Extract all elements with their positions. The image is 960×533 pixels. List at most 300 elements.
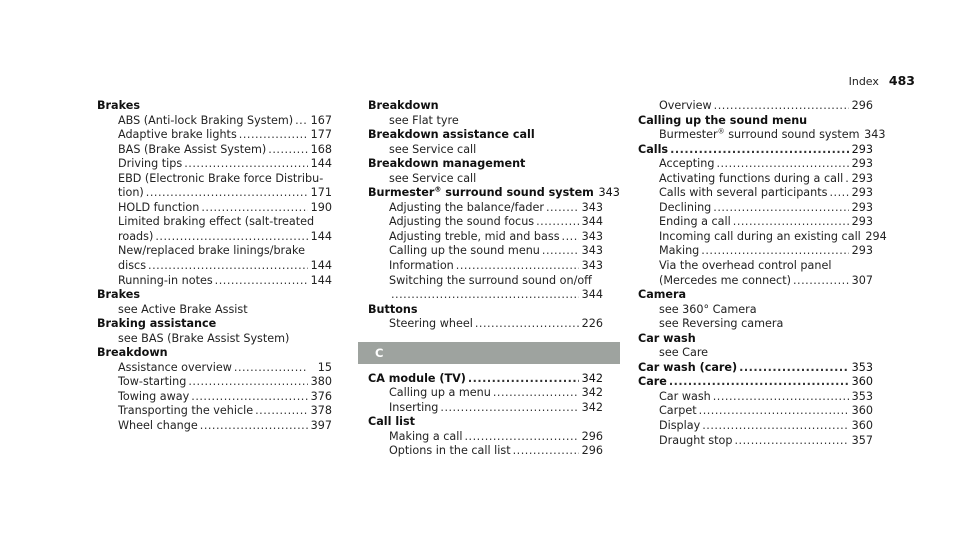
- entry-text: [118, 128, 237, 143]
- entry-text: [118, 186, 144, 201]
- page-reference[interactable]: 167: [310, 113, 332, 127]
- entry-label: Breakdown: [368, 99, 439, 112]
- dot-leader: [733, 215, 849, 230]
- page-reference[interactable]: 307: [851, 273, 873, 287]
- index-subentry: [638, 157, 873, 172]
- dot-leader: [701, 244, 849, 259]
- page-reference[interactable]: 343: [581, 200, 603, 214]
- index-subentry: [368, 259, 603, 274]
- index-subentry: [97, 332, 332, 347]
- index-column-3: [638, 99, 887, 448]
- index-heading: [97, 346, 332, 361]
- entry-label: Draught stop: [659, 433, 733, 447]
- index-subentry: [638, 259, 873, 274]
- dot-leader: [191, 390, 308, 405]
- dot-leader: [739, 361, 849, 376]
- entry-text: [389, 259, 454, 274]
- entry-text: [389, 143, 476, 156]
- entry-label-rest: surround sound system: [441, 186, 594, 200]
- index-subentry: [638, 172, 873, 187]
- page-reference[interactable]: 343: [581, 259, 603, 273]
- entry-label: Overview: [659, 99, 712, 112]
- entry-text: [118, 404, 253, 419]
- entry-text: [659, 215, 731, 230]
- entry-text: [638, 361, 737, 376]
- entry-text: [638, 288, 686, 301]
- entry-label: Switching the surround sound on/off: [389, 273, 592, 287]
- dot-leader: [714, 99, 849, 114]
- entry-label: Buttons: [368, 302, 418, 316]
- index-subentry: [368, 430, 603, 445]
- entry-text: [368, 415, 415, 428]
- page-reference[interactable]: 343: [581, 229, 603, 243]
- entry-label: Adjusting the balance/fader: [389, 200, 544, 214]
- entry-label: Adaptive brake lights: [118, 128, 237, 142]
- index-heading: [97, 99, 332, 114]
- entry-text: [368, 99, 439, 112]
- registered-mark: ®: [434, 185, 442, 194]
- entry-label: Ending a call: [659, 215, 731, 229]
- entry-text: [389, 401, 438, 416]
- entry-text: [638, 114, 807, 127]
- index-subentry: [368, 143, 603, 158]
- registered-mark: ®: [717, 127, 725, 136]
- entry-label-rest: surround sound system: [724, 128, 860, 142]
- index-subentry: [97, 114, 332, 129]
- entry-text: [659, 244, 699, 259]
- page-reference[interactable]: 360: [851, 419, 873, 433]
- entry-label: Limited braking effect (salt-treated: [118, 215, 315, 229]
- index-subentry: [368, 317, 603, 332]
- index-subentry: [368, 201, 603, 216]
- entry-text: [659, 317, 783, 330]
- page-reference[interactable]: 190: [310, 200, 332, 214]
- entry-text: [389, 274, 592, 287]
- index-heading: [368, 185, 620, 201]
- entry-label: Activating functions during a call: [659, 171, 844, 185]
- entry-label: Adjusting the sound focus: [389, 215, 535, 229]
- dot-leader: [475, 317, 579, 332]
- entry-label: Options in the call list: [389, 444, 511, 458]
- index-subentry: [97, 419, 332, 434]
- index-subentry: [97, 172, 332, 187]
- index-subentry: [368, 172, 603, 187]
- index-subentry: [638, 229, 887, 245]
- page-reference[interactable]: 293: [851, 215, 873, 229]
- page-reference[interactable]: 378: [310, 404, 332, 418]
- entry-text: [389, 230, 560, 245]
- page-reference[interactable]: 293: [851, 157, 873, 171]
- entry-label: Calls: [638, 142, 669, 156]
- entry-text: [97, 346, 168, 359]
- index-heading: [368, 303, 603, 318]
- index-heading: [368, 372, 603, 387]
- index-subentry: [97, 375, 332, 390]
- entry-text: [659, 201, 711, 216]
- entry-text: [389, 317, 473, 332]
- dot-leader: [440, 401, 579, 416]
- page-reference[interactable]: 294: [865, 229, 887, 243]
- entry-label: BAS (Brake Assist System): [118, 142, 267, 156]
- entry-text: [659, 274, 791, 289]
- index-subentry: [97, 128, 332, 143]
- index-subentry: [368, 386, 603, 401]
- dot-leader: [713, 201, 849, 216]
- entry-text: [659, 390, 711, 405]
- index-subentry: [638, 201, 873, 216]
- entry-label: Information: [389, 259, 454, 273]
- index-subentry: [368, 114, 603, 129]
- entry-label: Transporting the vehicle: [118, 404, 254, 418]
- entry-label: Declining: [659, 200, 712, 214]
- entry-label: Making a call: [389, 429, 463, 443]
- entry-label: see Service call: [389, 142, 477, 156]
- index-subentry: [638, 346, 873, 361]
- entry-text: [118, 157, 182, 172]
- dot-leader: [513, 444, 579, 459]
- entry-text: [97, 317, 216, 330]
- index-subentry: [368, 401, 603, 416]
- entry-label: Braking assistance: [97, 317, 217, 331]
- entry-text: [659, 99, 712, 114]
- page-reference[interactable]: 360: [851, 375, 873, 389]
- index-letter-heading: C: [358, 342, 620, 364]
- dot-leader: [468, 372, 579, 387]
- entry-text: [389, 386, 491, 401]
- page-reference[interactable]: 168: [310, 142, 332, 156]
- dot-leader: [793, 274, 849, 289]
- entry-text: [638, 332, 696, 345]
- entry-label: Making: [659, 244, 700, 258]
- entry-label: Incoming call during an existing call: [659, 229, 861, 243]
- entry-label: ABS (Anti-lock Braking System): [118, 113, 294, 127]
- entry-text: [389, 444, 511, 459]
- index-subentry: [638, 274, 873, 289]
- entry-label: see Flat tyre: [389, 113, 459, 127]
- entry-text: [659, 303, 757, 316]
- index-heading: [97, 288, 332, 303]
- dot-leader: [188, 375, 308, 390]
- dot-leader: [268, 143, 308, 158]
- page-reference[interactable]: 144: [310, 259, 332, 273]
- index-subentry: [97, 186, 332, 201]
- index-subentry: [97, 361, 332, 376]
- entry-label: New/replaced brake linings/brake: [118, 244, 305, 258]
- entry-label: Accepting: [659, 157, 715, 171]
- index-subentry: [97, 274, 332, 289]
- page-reference[interactable]: 293: [851, 171, 873, 185]
- index-subentry: [638, 186, 873, 201]
- entry-text: [118, 201, 199, 216]
- entry-text: [118, 259, 146, 274]
- entry-text: [118, 114, 293, 129]
- index-subentry: [97, 230, 332, 245]
- entry-text: [118, 375, 186, 390]
- index-heading: [638, 361, 873, 376]
- entry-label: Inserting: [389, 400, 439, 414]
- index-subentry: [638, 404, 873, 419]
- entry-label: Breakdown: [97, 346, 168, 360]
- page-reference[interactable]: 353: [851, 360, 873, 374]
- entry-label: Breakdown assistance call: [368, 128, 535, 142]
- page-reference[interactable]: 15: [317, 360, 332, 374]
- entry-text: [389, 172, 476, 185]
- entry-label: Burmester: [368, 186, 435, 200]
- entry-text: [118, 215, 314, 228]
- entry-text: [659, 186, 827, 201]
- entry-label: Tow-starting: [118, 375, 187, 389]
- index-heading: [638, 332, 873, 347]
- entry-label: Camera: [638, 288, 687, 302]
- dot-leader: [234, 361, 308, 376]
- page-reference[interactable]: 342: [581, 400, 603, 414]
- entry-label: Calling up the sound menu: [638, 113, 808, 127]
- page-reference[interactable]: 343: [864, 128, 886, 142]
- dot-leader: [239, 128, 308, 143]
- entry-label: Wheel change: [118, 419, 198, 433]
- page-reference[interactable]: 144: [310, 229, 332, 243]
- entry-label: HOLD function: [118, 200, 200, 214]
- page-reference[interactable]: 357: [851, 433, 873, 447]
- entry-label: Care: [638, 375, 667, 389]
- entry-label: Driving tips: [118, 157, 183, 171]
- page-reference[interactable]: 296: [581, 429, 603, 443]
- entry-text: [389, 114, 459, 127]
- page-number: 483: [888, 73, 915, 88]
- index-subentry: [368, 215, 603, 230]
- page-reference[interactable]: 342: [581, 371, 603, 385]
- page-reference[interactable]: 296: [581, 444, 603, 458]
- page-reference[interactable]: 342: [581, 386, 603, 400]
- dot-leader: [493, 386, 579, 401]
- page-reference[interactable]: 293: [851, 186, 873, 200]
- entry-text: [659, 128, 860, 143]
- index-subentry: [638, 215, 873, 230]
- dot-leader: [542, 244, 579, 259]
- dot-leader: [829, 186, 849, 201]
- index-heading: [638, 288, 873, 303]
- page-reference[interactable]: 380: [310, 375, 332, 389]
- entry-text: [389, 215, 534, 230]
- entry-text: [118, 419, 198, 434]
- index-subentry: [638, 99, 873, 114]
- entry-text: [659, 434, 732, 449]
- index-column-2: [368, 99, 620, 459]
- entry-label: Calling up a menu: [389, 386, 491, 400]
- page-reference[interactable]: 293: [851, 200, 873, 214]
- index-heading: [368, 128, 603, 143]
- dot-leader: [546, 201, 579, 216]
- entry-label: tion): [118, 186, 144, 200]
- dot-leader: [713, 390, 849, 405]
- entry-label: see BAS (Brake Assist System): [118, 331, 290, 345]
- entry-text: [638, 375, 667, 390]
- dot-leader: [200, 419, 308, 434]
- index-subentry: [97, 404, 332, 419]
- entry-text: [118, 390, 189, 405]
- index-subentry: [368, 444, 603, 459]
- entry-label: Calls with several participants: [659, 186, 828, 200]
- index-subentry: [97, 244, 332, 259]
- page-reference[interactable]: 344: [581, 288, 603, 302]
- index-heading: [368, 415, 603, 430]
- index-heading: [638, 143, 873, 158]
- entry-text: [368, 303, 418, 316]
- entry-label: see Active Brake Assist: [118, 302, 248, 316]
- index-heading: [368, 157, 603, 172]
- dot-leader: [255, 404, 308, 419]
- index-subentry: [638, 244, 873, 259]
- entry-text: [97, 288, 140, 301]
- entry-label: Carpet: [659, 404, 697, 418]
- page-reference[interactable]: 171: [310, 186, 332, 200]
- page-reference[interactable]: 144: [310, 273, 332, 287]
- entry-text: [659, 230, 861, 245]
- dot-leader: [464, 430, 579, 445]
- index-subentry: [97, 303, 332, 318]
- dot-leader: [391, 288, 579, 303]
- entry-label: roads): [118, 229, 154, 243]
- dot-leader: [669, 375, 849, 390]
- entry-label: Via the overhead control panel: [659, 259, 832, 273]
- entry-label: discs: [118, 259, 147, 273]
- entry-label: Steering wheel: [389, 317, 473, 331]
- index-subentry: [638, 390, 873, 405]
- dot-leader: [562, 230, 579, 245]
- entry-label: Car wash: [638, 331, 696, 345]
- index-heading: [638, 375, 873, 390]
- entry-text: [659, 419, 700, 434]
- page-reference[interactable]: 144: [310, 157, 332, 171]
- dot-leader: [670, 143, 849, 158]
- index-subentry: [368, 230, 603, 245]
- entry-label: see 360° Camera: [659, 302, 757, 316]
- dot-leader: [201, 201, 308, 216]
- entry-text: [118, 230, 153, 245]
- entry-text: [368, 186, 594, 201]
- dot-leader: [146, 186, 308, 201]
- entry-label: Car wash: [659, 389, 711, 403]
- entry-text: [118, 303, 248, 316]
- index-subentry: [97, 143, 332, 158]
- index-subentry: [638, 127, 886, 143]
- entry-text: [118, 274, 213, 289]
- page-reference[interactable]: 353: [851, 389, 873, 403]
- page-header: [849, 73, 915, 88]
- entry-label: EBD (Electronic Brake force Distribu-: [118, 171, 324, 185]
- entry-text: [389, 430, 462, 445]
- entry-label: see Reversing camera: [659, 317, 784, 331]
- entry-label: Car wash (care): [638, 360, 738, 374]
- entry-text: [659, 346, 708, 359]
- dot-leader: [155, 230, 308, 245]
- index-subentry: [97, 201, 332, 216]
- entry-text: [659, 157, 714, 172]
- page-reference[interactable]: 343: [581, 244, 603, 258]
- entry-label: Adjusting treble, mid and bass: [389, 229, 560, 243]
- index-column-1: [97, 99, 332, 434]
- page-reference[interactable]: 360: [851, 404, 873, 418]
- page-reference[interactable]: 293: [851, 142, 873, 156]
- dot-leader: [702, 419, 849, 434]
- dot-leader: [699, 404, 849, 419]
- entry-text: [389, 201, 544, 216]
- entry-text: [118, 244, 305, 257]
- entry-label: Calling up the sound menu: [389, 244, 540, 258]
- index-subentry: [368, 288, 603, 303]
- entry-label: see Care: [659, 346, 709, 360]
- entry-text: [659, 259, 831, 272]
- dot-leader: [734, 434, 849, 449]
- entry-text: [118, 332, 289, 345]
- entry-text: [659, 172, 843, 187]
- entry-text: [368, 157, 525, 170]
- page-reference[interactable]: 296: [851, 99, 873, 112]
- entry-label: Breakdown management: [368, 157, 526, 171]
- entry-label: Brakes: [97, 99, 140, 112]
- index-subentry: [638, 317, 873, 332]
- entry-label: Towing away: [118, 389, 190, 403]
- index-heading: [368, 99, 603, 114]
- entry-label: Burmester: [659, 128, 718, 142]
- entry-label: Display: [659, 419, 701, 433]
- index-subentry: [638, 434, 873, 449]
- entry-text: [118, 143, 266, 158]
- dot-leader: [295, 114, 308, 129]
- index-subentry: [638, 303, 873, 318]
- index-subentry: [368, 244, 603, 259]
- entry-text: [97, 99, 140, 112]
- entry-text: [118, 361, 232, 376]
- index-subentry: [97, 215, 332, 230]
- section-label: Index: [848, 75, 879, 88]
- entry-label: Call list: [368, 415, 416, 429]
- page-reference[interactable]: 344: [581, 215, 603, 229]
- page-reference[interactable]: 177: [310, 128, 332, 142]
- page-reference[interactable]: 226: [581, 317, 603, 331]
- entry-text: [389, 244, 540, 259]
- dot-leader: [456, 259, 579, 274]
- index-subentry: [97, 259, 332, 274]
- entry-label: CA module (TV): [368, 371, 466, 385]
- entry-label: Assistance overview: [118, 360, 232, 374]
- dot-leader: [716, 157, 849, 172]
- entry-text: [368, 128, 535, 141]
- dot-leader: [845, 172, 849, 187]
- entry-label: (Mercedes me connect): [659, 273, 791, 287]
- page-reference[interactable]: 293: [851, 244, 873, 258]
- page-reference[interactable]: 376: [310, 389, 332, 403]
- entry-text: [368, 372, 466, 387]
- page-reference[interactable]: 397: [310, 419, 332, 433]
- entry-label: Brakes: [97, 288, 140, 302]
- index-subentry: [638, 419, 873, 434]
- entry-text: [659, 404, 697, 419]
- index-heading: [638, 114, 873, 129]
- entry-text: [118, 172, 323, 185]
- entry-label: see Service call: [389, 171, 477, 185]
- index-subentry: [368, 274, 603, 289]
- dot-leader: [148, 259, 308, 274]
- entry-text: [638, 143, 668, 158]
- index-subentry: [97, 157, 332, 172]
- dot-leader: [184, 157, 308, 172]
- dot-leader: [536, 215, 579, 230]
- index-heading: [97, 317, 332, 332]
- index-subentry: [97, 390, 332, 405]
- dot-leader: [215, 274, 308, 289]
- page-reference[interactable]: 343: [598, 186, 620, 200]
